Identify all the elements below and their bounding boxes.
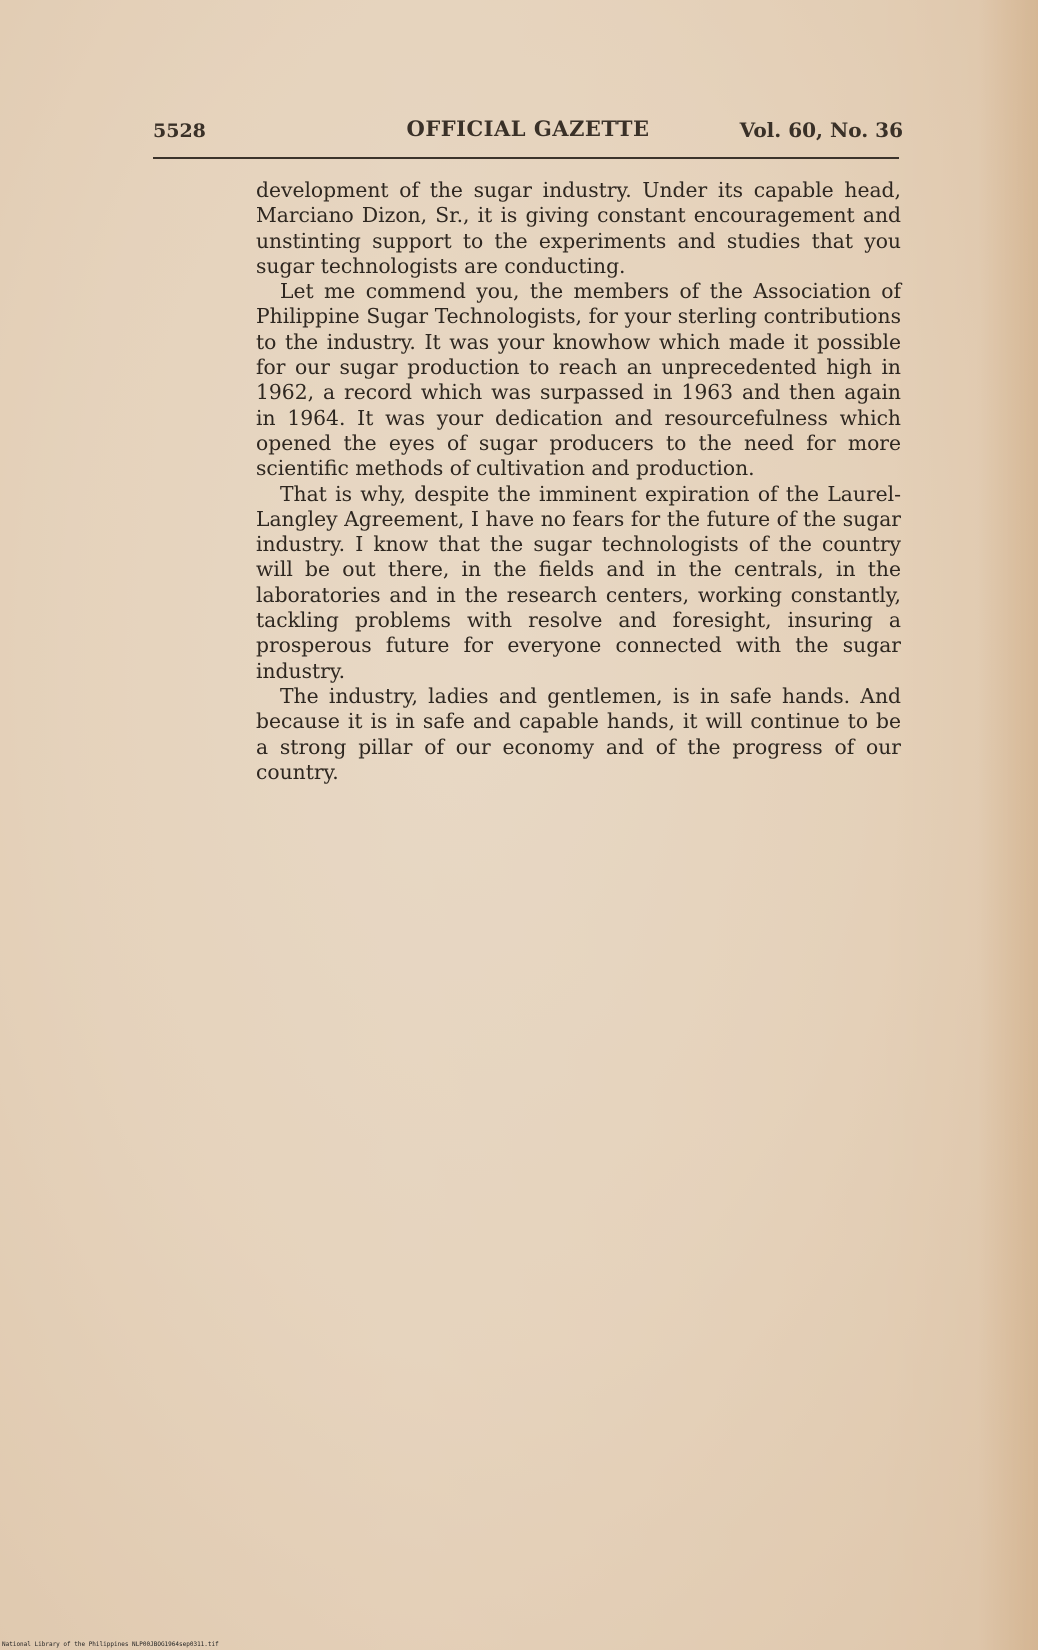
paragraph-4: The industry, ladies and gentlemen, is in safe hands. And because it is in safe and capable hands, it will continue to be a strong pillar of our economy and of the progress of our country. [256, 683, 901, 784]
paragraph-2: Let me commend you, the members of the Association of Philippine Sugar Technologists, for your sterling contributions to the industry. It was your knowhow which made it possible for our sugar production to reach an unprecedented high in 1962, a record which was surpassed in 1963 and then again in 1964. It was your dedication and resourcefulness which opened the eyes of sugar producers to the need for more scientific methods of cultivation and production. [256, 279, 901, 481]
article-body [256, 178, 901, 785]
page-header [153, 116, 903, 146]
scan-credit: National Library of the Philippines NLP00JBOG1964sep0311.tif [2, 1641, 219, 1648]
page-edge-shadow [978, 0, 1038, 1650]
header-divider [153, 157, 899, 159]
paragraph-3: That is why, despite the imminent expiration of the Laurel-Langley Agreement, I have no fears for the future of the sugar industry. I know that the sugar technologists of the country will be out there, in the fields and in the centrals, in the laboratories and in the research centers, working constantly, tackling problems with resolve and foresight, insuring a prosperous future for everyone connected with the sugar industry. [256, 481, 901, 683]
publication-title: OFFICIAL GAZETTE [406, 116, 650, 141]
page-number: 5528 [153, 120, 206, 142]
paragraph-1: development of the sugar industry. Under its capable head, Marciano Dizon, Sr., it is giving constant encouragement and unstinting support to the experiments and studies that you sugar technologists are conducting. [256, 178, 901, 278]
volume-issue: Vol. 60, No. 36 [739, 118, 903, 142]
